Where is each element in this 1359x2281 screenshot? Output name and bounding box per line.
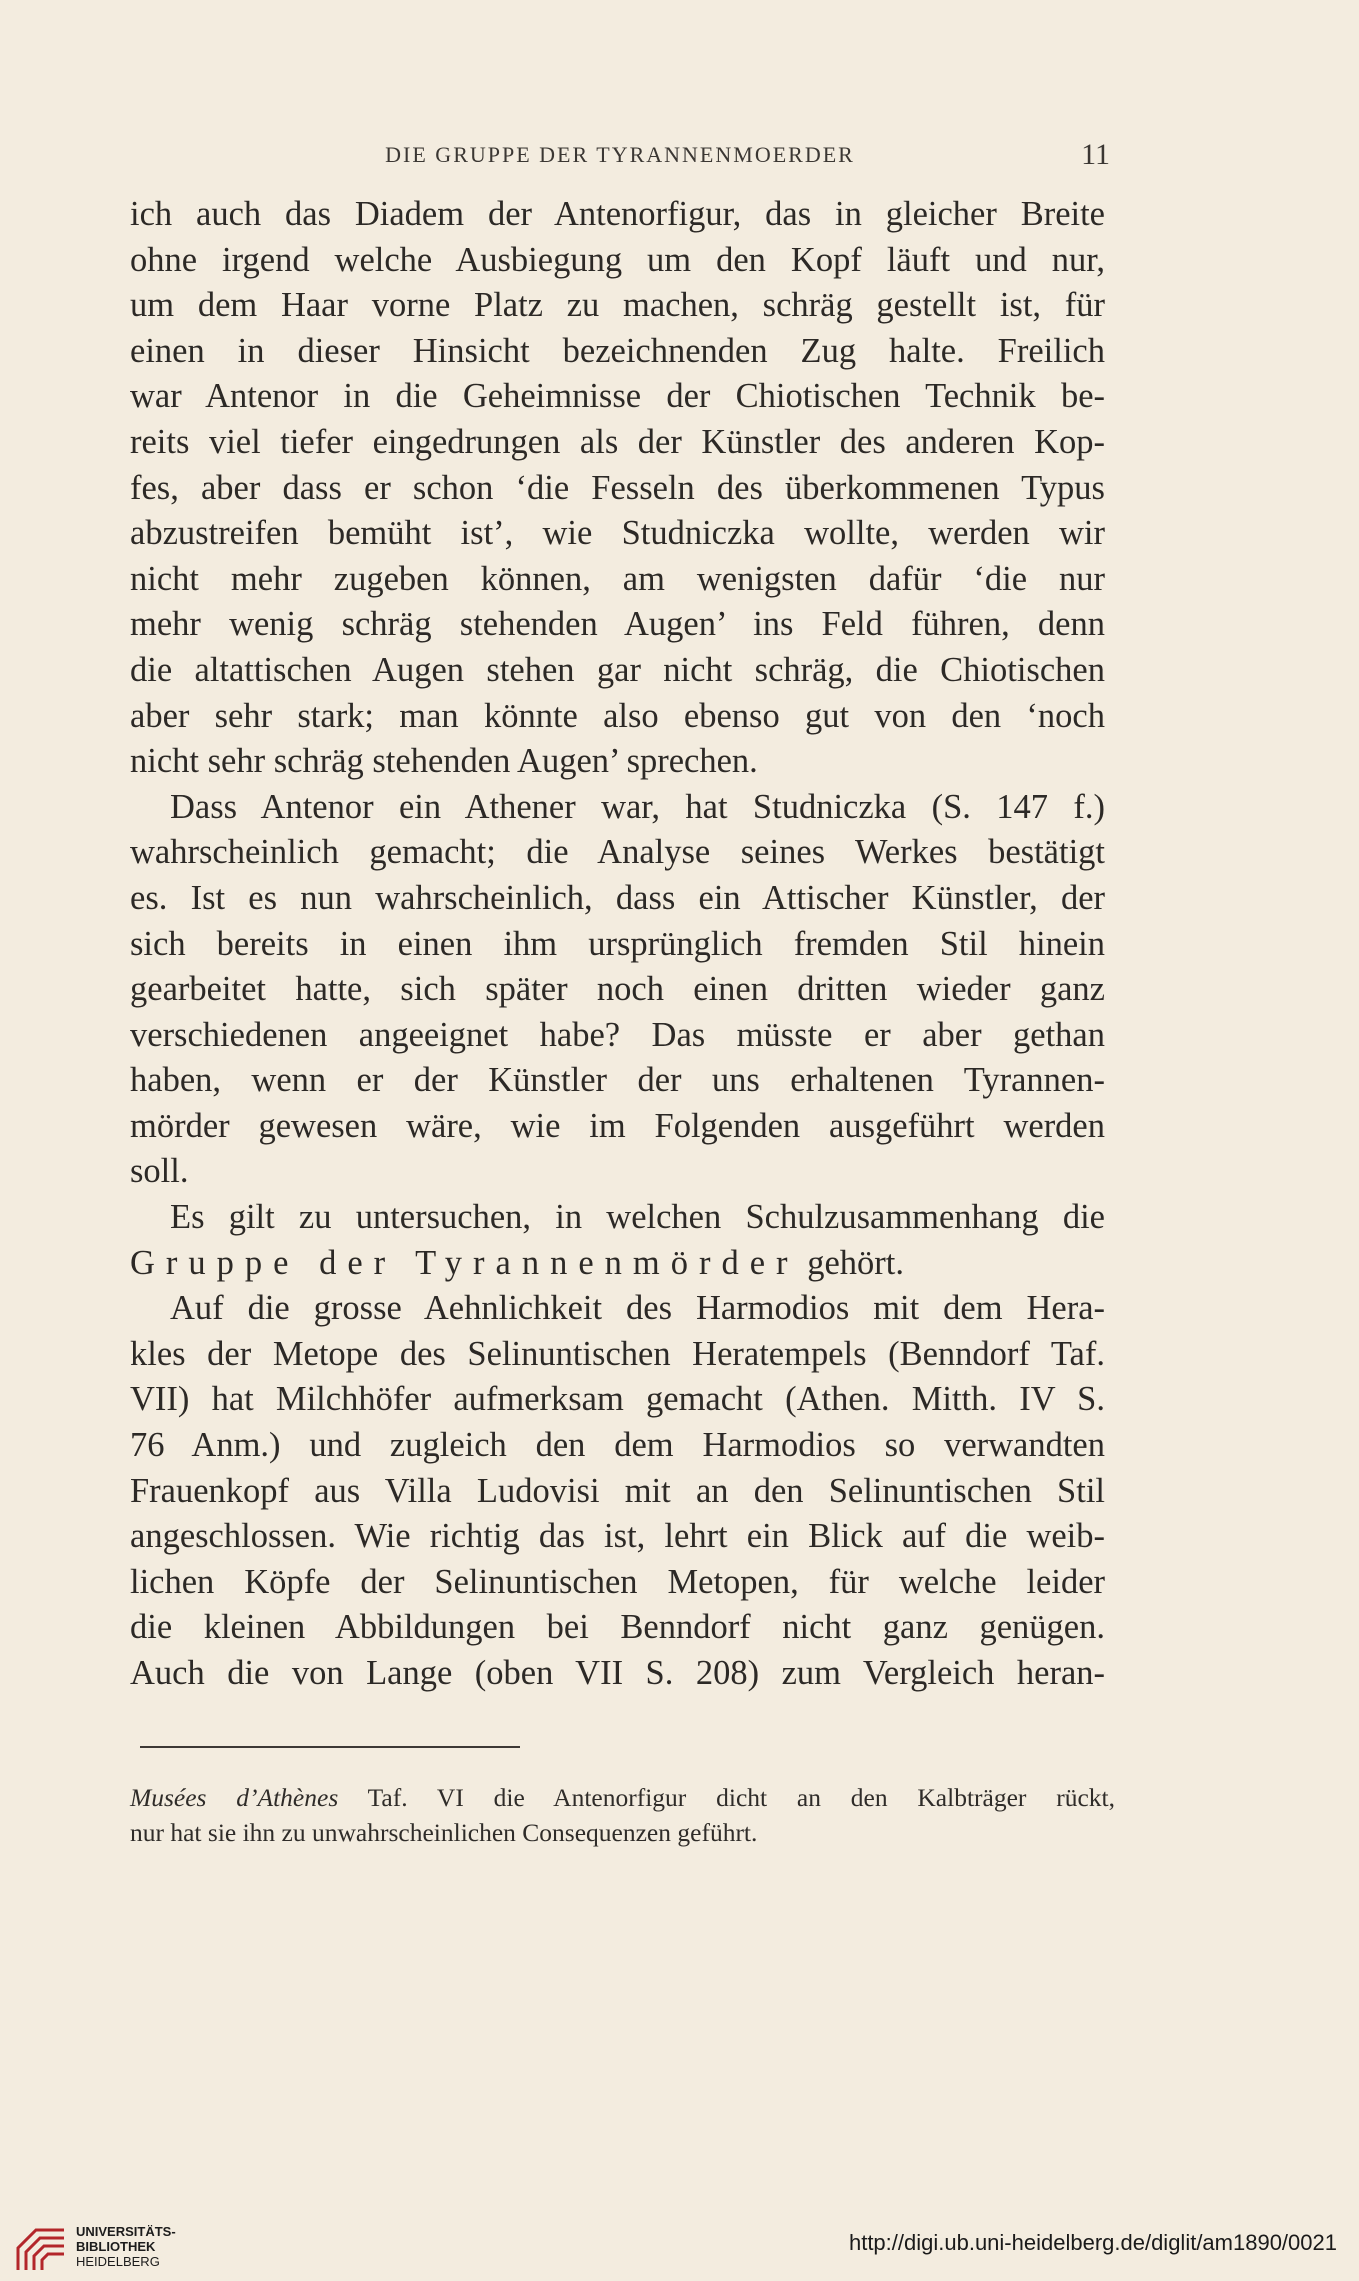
text-line: die altattischen Augen stehen gar nicht schräg, die Chiotischen: [130, 650, 1105, 689]
text-line: ohne irgend welche Ausbiegung um den Kopf läuft und nur,: [130, 240, 1105, 279]
text-fragment: gehört.: [807, 1243, 904, 1282]
text-line: sich bereits in einen ihm ursprünglich fremden Stil hinein: [130, 924, 1105, 963]
footnote-reference: Musées d’Athènes: [130, 1783, 339, 1812]
text-line: aber sehr stark; man könnte also ebenso gut von den ‘noch: [130, 696, 1105, 735]
body-text: [130, 192, 1105, 1697]
footnote-text: Taf. VI die Antenorfigur dicht an den Kalbträger rückt,: [338, 1783, 1115, 1812]
text-line: es. Ist es nun wahrscheinlich, dass ein Attischer Künstler, der: [130, 878, 1105, 917]
text-line: Auch die von Lange (oben VII S. 208) zum Vergleich heran-: [130, 1654, 1105, 1692]
text-line: nicht mehr zugeben können, am wenigsten dafür ‘die nur: [130, 559, 1105, 598]
text-line: VII) hat Milchhöfer aufmerksam gemacht (Athen. Mitth. IV S.: [130, 1380, 1105, 1419]
text-line: haben, wenn er der Künstler der uns erhaltenen Tyrannen-: [130, 1061, 1105, 1100]
library-logo[interactable]: [14, 2218, 214, 2274]
text-line: soll.: [130, 1152, 189, 1191]
running-head: [130, 138, 1110, 182]
page-number: 11: [1081, 138, 1110, 171]
text-line: war Antenor in die Geheimnisse der Chiotischen Technik be-: [130, 377, 1105, 416]
running-title: DIE GRUPPE DER TYRANNENMOERDER: [385, 142, 855, 167]
text-line: kles der Metope des Selinuntischen Heratempels (Benndorf Taf.: [130, 1334, 1105, 1373]
text-line: Auf die grosse Aehnlichkeit des Harmodios mit dem Hera-: [170, 1289, 1105, 1328]
source-url-link[interactable]: http://digi.ub.uni-heidelberg.de/diglit/am1890/0021: [848, 2230, 1337, 2255]
text-line: lichen Köpfe der Selinuntischen Metopen, für welche leider: [130, 1562, 1105, 1601]
text-line: die kleinen Abbildungen bei Benndorf nicht ganz genügen.: [130, 1608, 1105, 1647]
text-line: mörder gewesen wäre, wie im Folgenden ausgeführt werden: [130, 1106, 1105, 1145]
text-line-spaced: [130, 1241, 1105, 1287]
footnote: [130, 1780, 1115, 1850]
text-line: Dass Antenor ein Athener war, hat Studniczka (S. 147 f.): [170, 787, 1105, 826]
text-line: gearbeitet hatte, sich später noch einen dritten wieder ganz: [130, 970, 1105, 1009]
library-name-line: BIBLIOTHEK: [76, 2239, 156, 2254]
footnote-divider: [140, 1746, 520, 1748]
library-name-line: UNIVERSITÄTS-: [76, 2224, 176, 2239]
text-line: 76 Anm.) und zugleich den dem Harmodios so verwandten: [130, 1426, 1105, 1465]
text-line: um dem Haar vorne Platz zu machen, schräg gestellt ist, für: [130, 286, 1105, 325]
footnote-line: [130, 1780, 1115, 1815]
text-line: angeschlossen. Wie richtig das ist, lehrt ein Blick auf die weib-: [130, 1517, 1105, 1556]
spaced-title: Gruppe der Tyrannenmörder: [130, 1243, 799, 1282]
text-line: wahrscheinlich gemacht; die Analyse seines Werkes bestätigt: [130, 833, 1105, 872]
text-line: verschiedenen angeeignet habe? Das müsste er aber gethan: [130, 1015, 1105, 1054]
text-line: Es gilt zu untersuchen, in welchen Schulzusammenhang die: [170, 1198, 1105, 1237]
text-line: reits viel tiefer eingedrungen als der Künstler des anderen Kop-: [130, 422, 1105, 461]
text-line: mehr wenig schräg stehenden Augen’ ins Feld führen, denn: [130, 605, 1105, 644]
library-name: [76, 2224, 176, 2269]
library-emblem-icon: [14, 2218, 68, 2274]
text-line: einen in dieser Hinsicht bezeichnenden Zug halte. Freilich: [130, 331, 1105, 370]
text-line: ich auch das Diadem der Antenorfigur, das in gleicher Breite: [130, 195, 1105, 233]
text-line: fes, aber dass er schon ‘die Fesseln des überkommenen Typus: [130, 468, 1105, 507]
text-line: nicht sehr schräg stehenden Augen’ sprechen.: [130, 742, 758, 781]
library-name-line: HEIDELBERG: [76, 2254, 160, 2269]
text-line: Frauenkopf aus Villa Ludovisi mit an den Selinuntischen Stil: [130, 1471, 1105, 1510]
text-line: abzustreifen bemüht ist’, wie Studniczka wollte, werden wir: [130, 514, 1105, 553]
footnote-line: nur hat sie ihn zu unwahrscheinlichen Consequenzen geführt.: [130, 1818, 758, 1847]
